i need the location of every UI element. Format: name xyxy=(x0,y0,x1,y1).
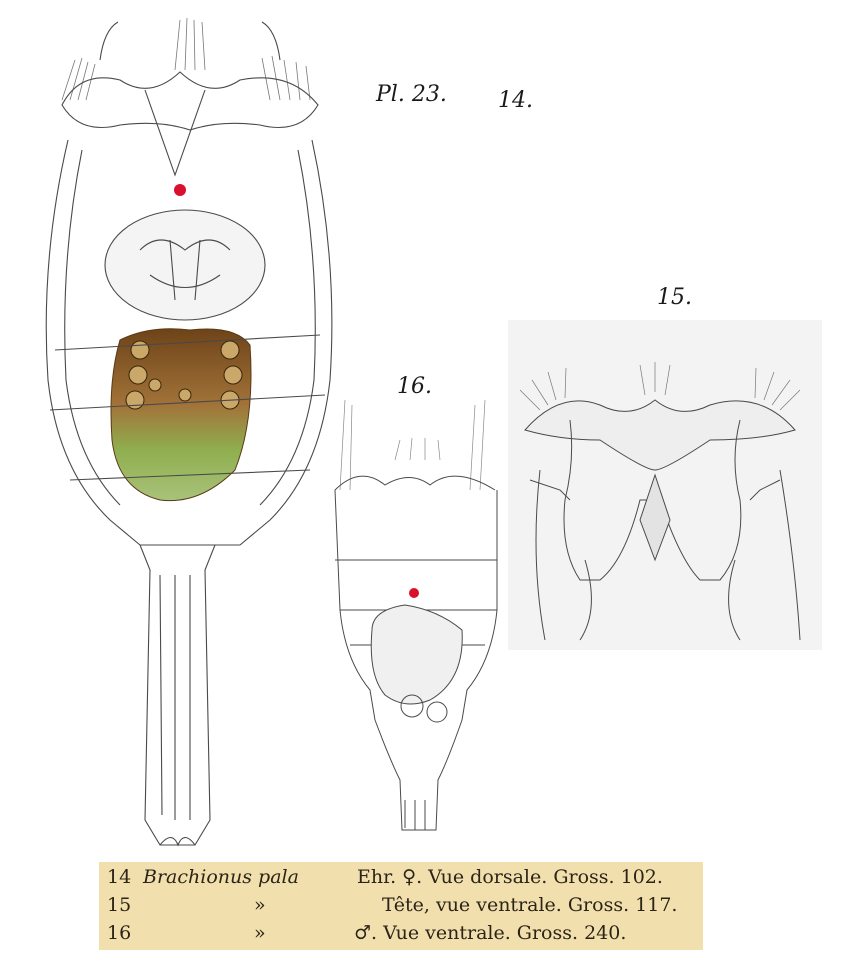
caption-figure-number: 14 xyxy=(107,866,132,888)
caption-ditto-mark: » xyxy=(254,894,266,916)
eyespot-14 xyxy=(174,184,186,196)
caption-figure-number: 16 xyxy=(107,922,132,944)
caption-description: Ehr. ♀. Vue dorsale. Gross. 102. xyxy=(357,866,663,888)
figure-caption xyxy=(99,862,703,950)
caption-ditto-mark: » xyxy=(254,922,266,944)
figure-16-male-ventral-view xyxy=(335,400,497,830)
caption-row-14 xyxy=(99,866,703,892)
caption-description: Tête, vue ventrale. Gross. 117. xyxy=(382,894,678,916)
caption-description: ♂. Vue ventrale. Gross. 240. xyxy=(354,922,627,944)
figure-14-dorsal-view xyxy=(46,18,332,845)
figure-15-head-ventral-view xyxy=(508,320,822,650)
caption-species-name: Brachionus pala xyxy=(143,866,299,888)
eyespot-16 xyxy=(409,588,419,598)
figure-14-label: 14. xyxy=(498,88,533,113)
plate-number: Pl. 23. xyxy=(376,82,447,107)
caption-figure-number: 15 xyxy=(107,894,132,916)
caption-row-15 xyxy=(99,894,703,920)
figure-16-label: 16. xyxy=(397,374,432,399)
figure-15-label: 15. xyxy=(657,285,692,310)
caption-row-16 xyxy=(99,922,703,948)
